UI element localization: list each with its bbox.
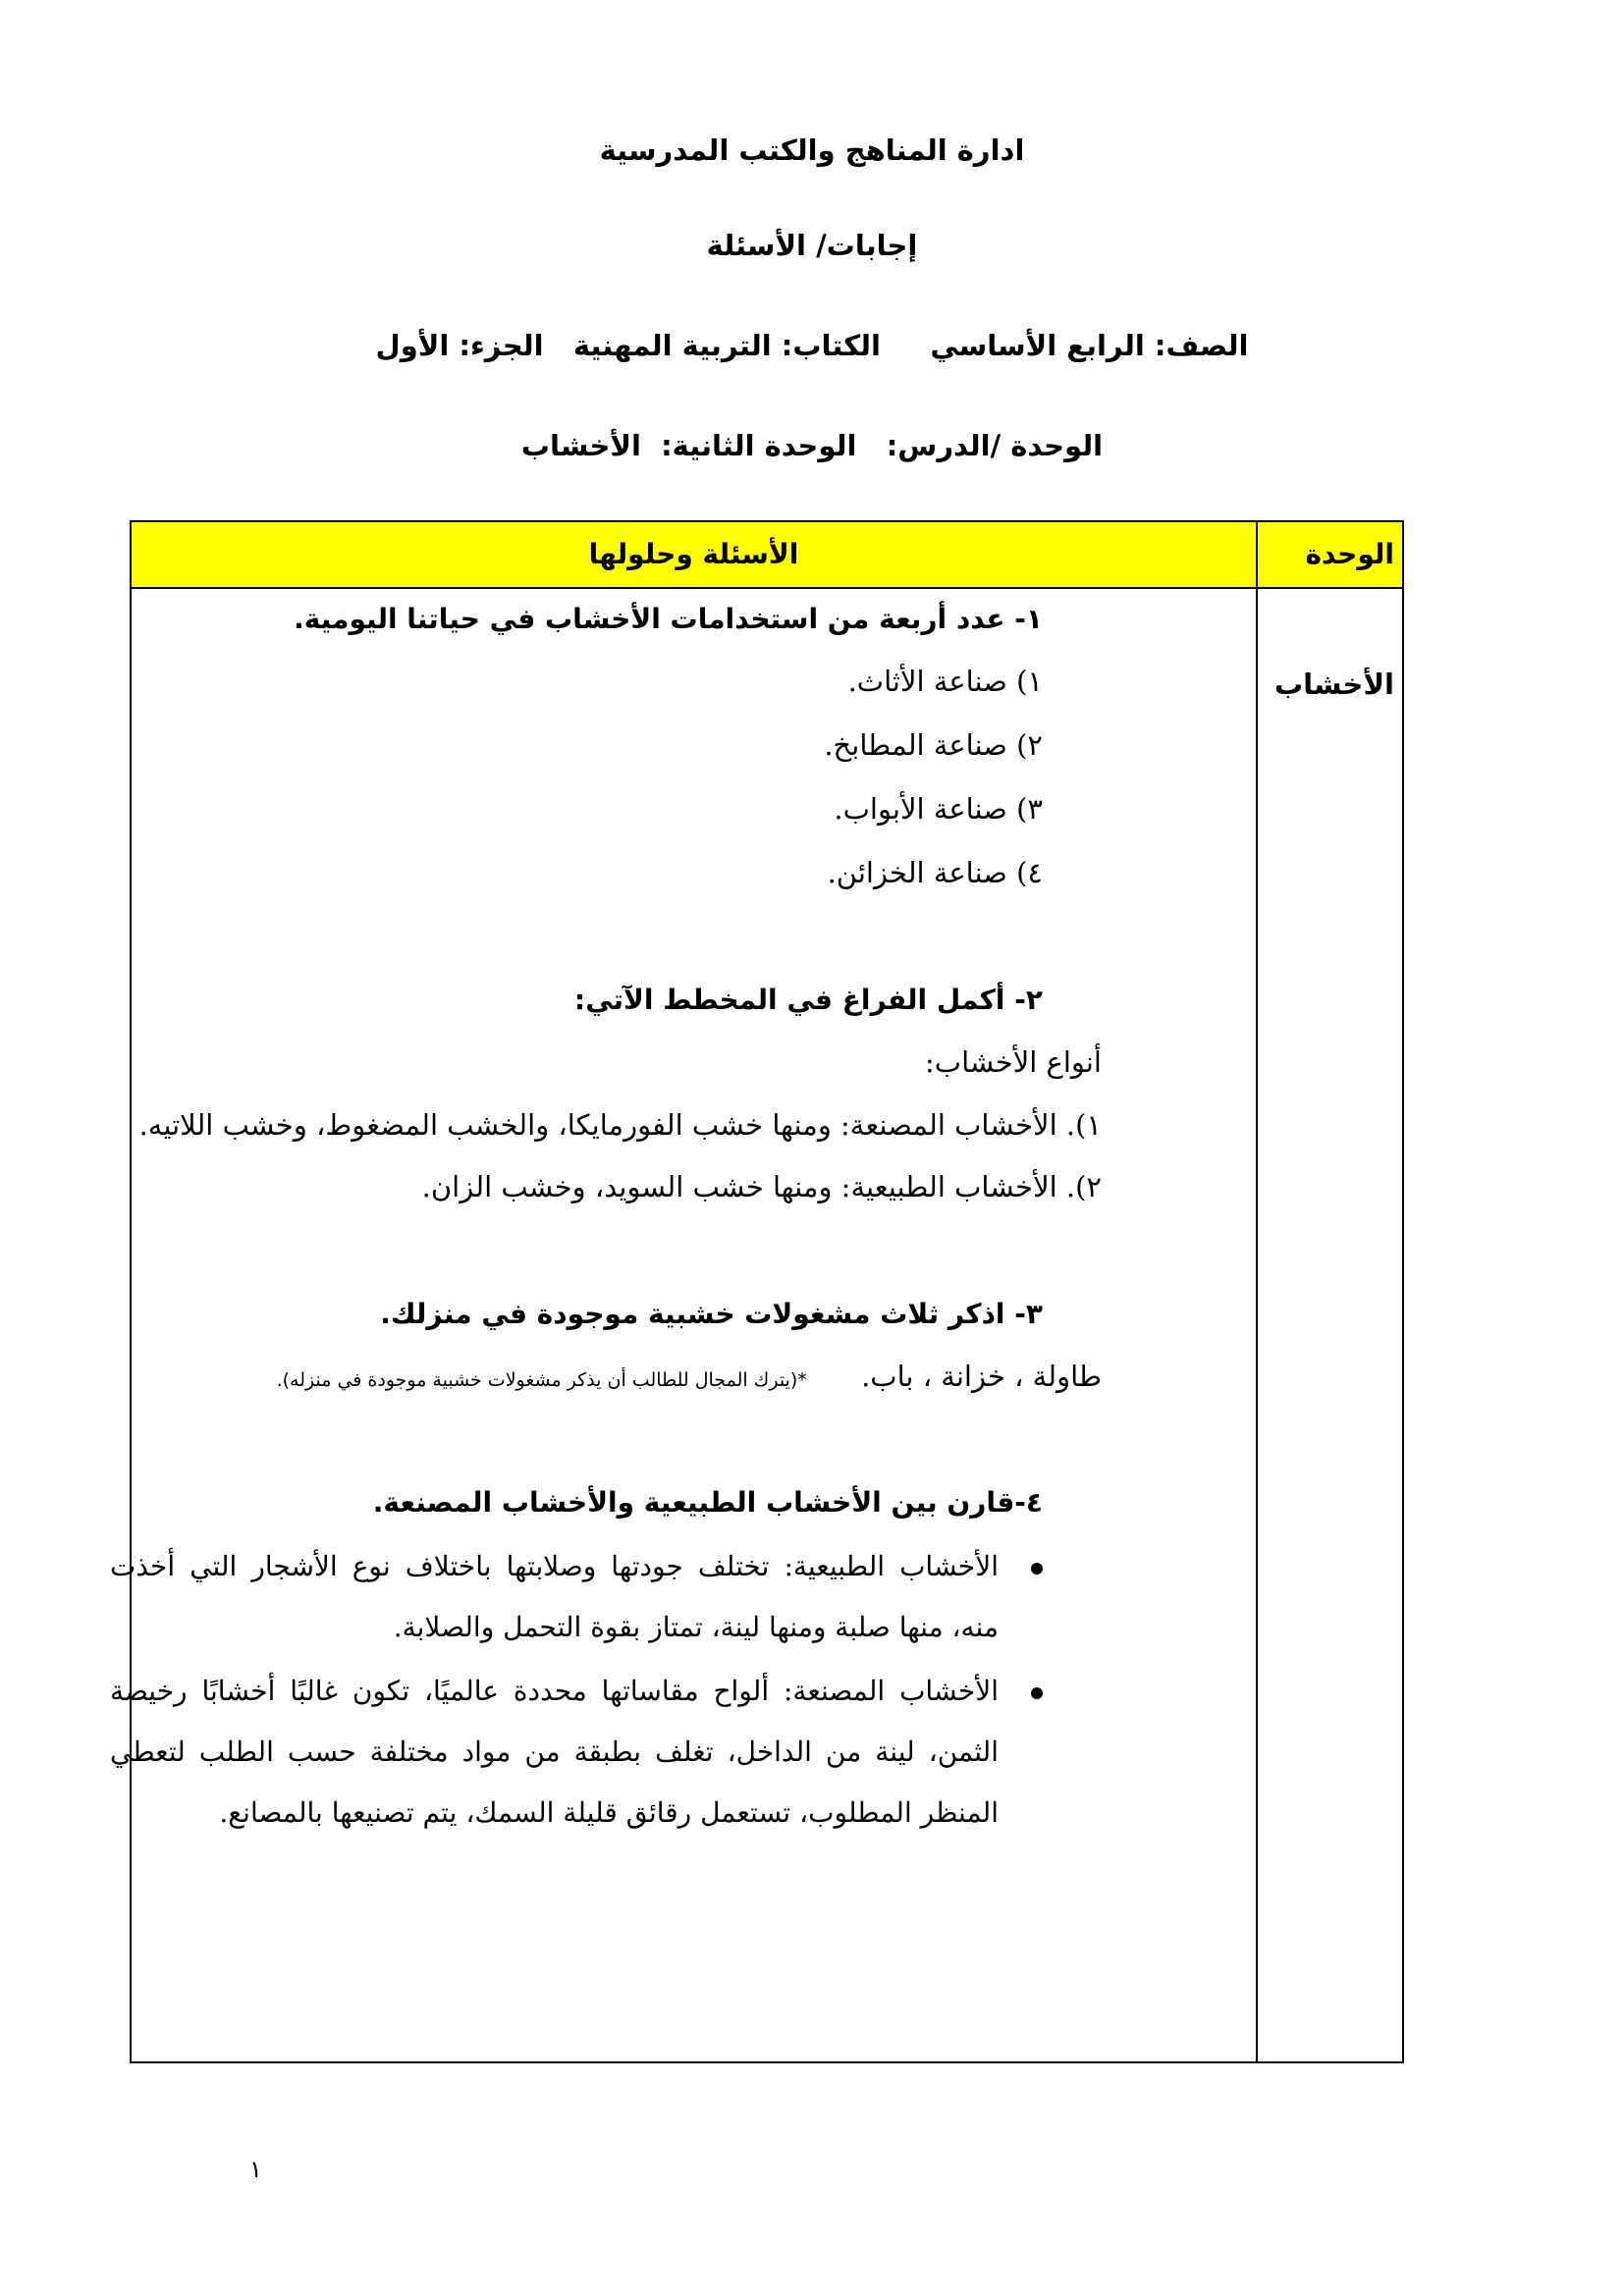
- question-2: ٢- أكمل الفراغ في المخطط الآتي:: [574, 984, 1043, 1016]
- q4-bullet-manufactured: الأخشاب المصنعة: ألواح مقاساتها محددة عالميًا، تكون غالبًا أخشابًا رخيصة الثمن، لينة من الداخل، تغلف بطبقة من مواد مختلفة حسب الطلب لتعطي المنظر المطلوب، تستعمل رقائق قليلة السمك، يتم تصنيعها بالمصانع.: [110, 1675, 999, 1829]
- answers-table: [110, 520, 1404, 2063]
- department-title: ادارة المناهج والكتب المدرسية: [599, 133, 1025, 167]
- question-3: ٣- اذكر ثلاث مشغولات خشبية موجودة في منزلك.: [380, 1298, 1043, 1330]
- questions-column-header: الأسئلة وحلولها: [588, 538, 799, 570]
- table-header-row: [132, 522, 1402, 589]
- question-4: ٤-قارن بين الأخشاب الطبيعية والأخشاب المصنعة.: [372, 1486, 1043, 1519]
- q3-answer-text: طاولة ، خزانة ، باب.: [861, 1360, 1102, 1393]
- q3-note: *(يترك المجال للطالب أن يذكر مشغولات خشبية موجودة في منزله).: [276, 1369, 807, 1391]
- q1-answer-3: ٣) صناعة الأبواب.: [834, 792, 1043, 826]
- q1-answer-2: ٢) صناعة المطابخ.: [824, 728, 1043, 762]
- q1-answer-1: ١) صناعة الأثاث.: [847, 665, 1043, 698]
- q4-bullet-natural: الأخشاب الطبيعية: تختلف جودتها وصلابتها باختلاف نوع الأشجار التي أخذت منه، منها صلبة ومنها لينة، تمتاز بقوة التحمل والصلابة.: [110, 1550, 999, 1643]
- page-number: ١: [249, 2156, 262, 2183]
- q2-answer-1: ١). الأخشاب المصنعة: ومنها خشب الفورمايكا، والخشب المضغوط، وخشب اللاتيه.: [138, 1108, 1102, 1142]
- q2-answer-2: ٢). الأخشاب الطبيعية: ومنها خشب السويد، وخشب الزان.: [421, 1170, 1102, 1203]
- unit-column-header: الوحدة: [1305, 538, 1394, 570]
- bullet-icon: [1031, 1563, 1043, 1575]
- question-1: ١- عدد أربعة من استخدامات الأخشاب في حياتنا اليومية.: [294, 603, 1043, 635]
- q2-intro: أنواع الأخشاب:: [925, 1045, 1102, 1079]
- unit-name-cell: الأخشاب: [1274, 667, 1394, 701]
- document-title: إجابات/ الأسئلة: [706, 229, 918, 262]
- column-divider: [1256, 522, 1258, 2061]
- bullet-icon: [1031, 1687, 1043, 1699]
- q3-answer: [277, 1360, 1102, 1393]
- unit-lesson-line: الوحدة /الدرس: الوحدة الثانية: الأخشاب: [520, 429, 1104, 462]
- course-info-line: الصف: الرابع الأساسي الكتاب: التربية المهنية الجزء: الأول: [375, 329, 1249, 362]
- q1-answer-4: ٤) صناعة الخزائن.: [827, 856, 1043, 889]
